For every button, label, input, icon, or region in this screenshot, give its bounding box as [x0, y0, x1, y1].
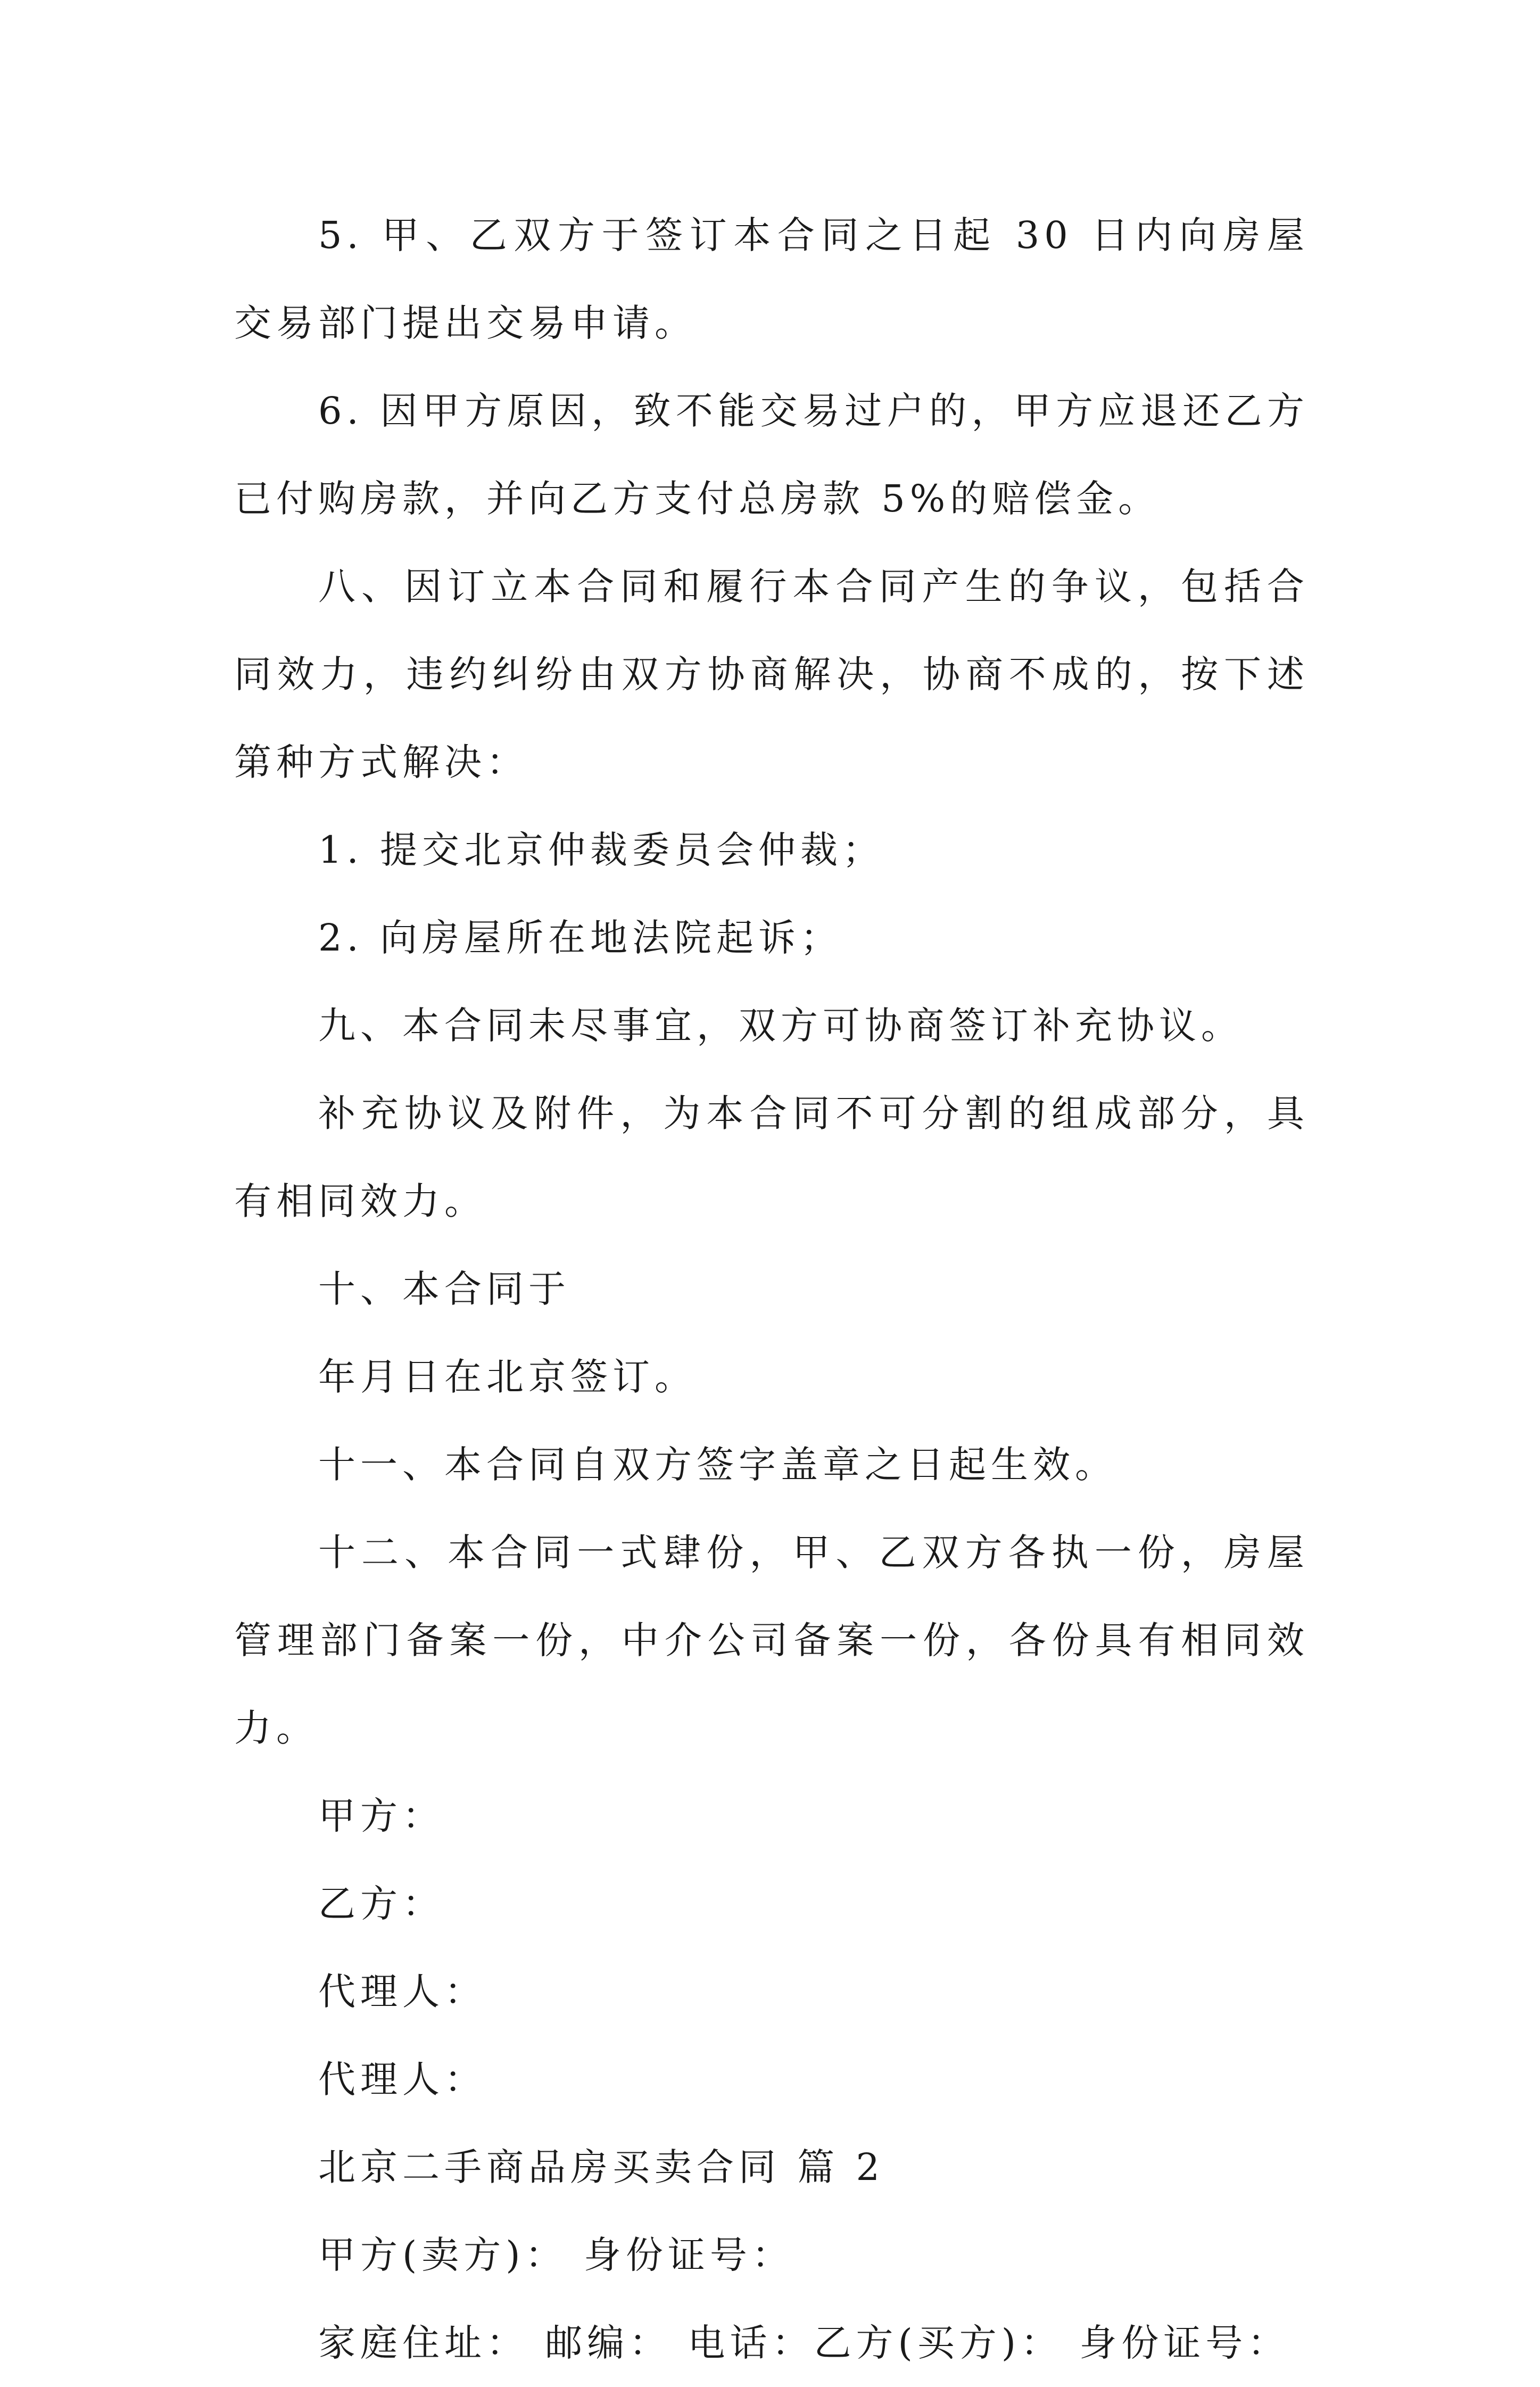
clause-9-supplement: 补充协议及附件，为本合同不可分割的组成部分，具有相同效力。	[234, 1092, 1309, 1223]
section-title: 北京二手商品房买卖合同 篇 2	[318, 2145, 885, 2189]
signature-party-a: 甲方：	[318, 1794, 444, 1838]
signature-party-b: 乙方：	[318, 1882, 444, 1926]
clause-8-option-1: 1. 提交北京仲裁委员会仲裁；	[318, 828, 885, 872]
signature-agent-2: 代理人：	[318, 2058, 486, 2101]
signature-agent-1: 代理人：	[318, 1970, 486, 2013]
clause-12: 十二、本合同一式肆份，甲、乙双方各执一份，房屋管理部门备案一份，中介公司备案一份，各份具有相同效力。	[234, 1531, 1309, 1750]
clause-10-date: 年月日在北京签订。	[318, 1355, 697, 1399]
clause-10: 十、本合同于	[318, 1267, 570, 1311]
address-buyer-line: 家庭住址： 邮编： 电话：乙方(买方)： 身份证号：	[318, 2321, 1290, 2365]
clause-8-option-2: 2. 向房屋所在地法院起诉；	[318, 916, 843, 960]
clause-7-5: 5. 甲、乙双方于签订本合同之日起 30 日内向房屋交易部门提出交易申请。	[234, 213, 1309, 345]
contract-body	[234, 192, 1309, 2387]
clause-9: 九、本合同未尽事宜，双方可协商签订补充协议。	[318, 1004, 1243, 1047]
clause-7-6: 6. 因甲方原因，致不能交易过户的，甲方应退还乙方已付购房款，并向乙方支付总房款 5%的赔偿金。	[234, 389, 1309, 521]
clause-11: 十一、本合同自双方签字盖章之日起生效。	[318, 1443, 1117, 1486]
seller-info-line: 甲方(卖方)： 身份证号：	[318, 2233, 794, 2277]
clause-8-dispute: 八、因订立本合同和履行本合同产生的争议，包括合同效力，违约纠纷由双方协商解决，协商不成的，按下述第种方式解决：	[234, 565, 1309, 784]
